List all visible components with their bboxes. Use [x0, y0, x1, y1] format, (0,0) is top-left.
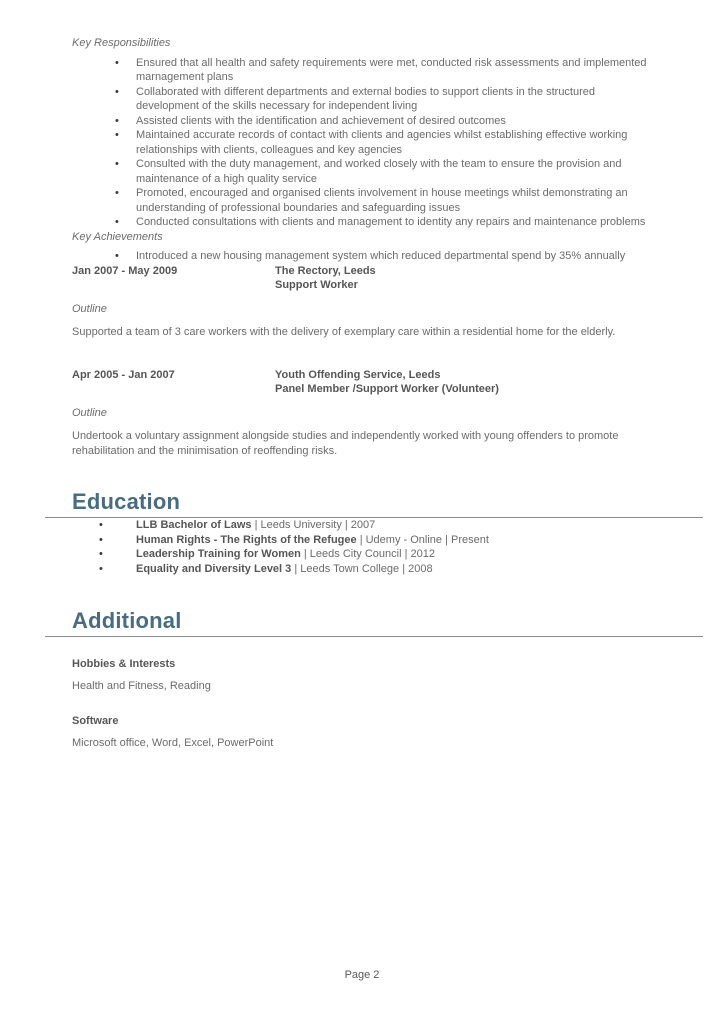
key-achievements-list — [72, 249, 652, 264]
section-heading-rule — [45, 490, 703, 518]
key-achievements-label: Key Achievements — [72, 230, 163, 243]
bullet-icon — [99, 518, 103, 533]
list-item — [72, 547, 652, 562]
job-outline-text: Supported a team of 3 care workers with the delivery of exemplary care within a residential home for the elderly. — [72, 326, 616, 338]
job-entry-youth-offending — [72, 368, 652, 459]
job-role: Support Worker — [275, 279, 358, 291]
job-outline-text: Undertook a voluntary assignment alongside studies and independently worked with young offenders to promote rehabilitation and the minimisation of reoffending risks. — [72, 430, 619, 457]
job-header — [72, 368, 652, 397]
additional-heading: Additional — [72, 607, 182, 633]
job-company: Youth Offending Service, Leeds — [275, 368, 441, 381]
job-org-role — [275, 368, 499, 397]
outline-label: Outline — [72, 302, 107, 315]
job-org-role — [275, 264, 376, 293]
bullet-icon — [115, 249, 119, 264]
responsibility-text: Consulted with the duty management, and worked closely with the team to ensure the provision and maintenance of a high quality service — [136, 158, 622, 185]
key-responsibilities-list — [72, 56, 652, 230]
list-item — [72, 128, 652, 157]
bullet-icon — [99, 562, 103, 577]
responsibility-text: Promoted, encouraged and organised clients involvement in house meetings whilst demonstrating an understanding of professional boundaries and safeguarding issues — [136, 187, 628, 214]
list-item — [72, 215, 652, 230]
education-meta: | Leeds Town College | 2008 — [294, 563, 433, 576]
software-text: Microsoft office, Word, Excel, PowerPoint — [72, 737, 274, 750]
education-title: Human Rights - The Rights of the Refugee — [136, 533, 357, 546]
job-dates: Apr 2005 - Jan 2007 — [72, 368, 175, 381]
page-number: Page 2 — [344, 969, 380, 981]
responsibility-text: Maintained accurate records of contact with clients and agencies whilst establishing effective working relationships with clients, colleagues and key agencies — [136, 129, 628, 156]
additional-section — [72, 609, 652, 751]
education-meta: | Leeds University | 2007 — [254, 519, 376, 531]
responsibility-text: Assisted clients with the identification and achievement of desired outcomes — [136, 114, 506, 127]
bullet-icon — [99, 547, 103, 562]
key-responsibilities-label: Key Responsibilities — [72, 37, 171, 49]
education-meta: | Leeds City Council | 2012 — [303, 548, 435, 561]
list-item — [72, 249, 652, 264]
job-role: Panel Member /Support Worker (Volunteer) — [275, 383, 499, 395]
bullet-icon — [115, 128, 119, 143]
education-heading: Education — [72, 489, 181, 514]
responsibility-text: Collaborated with different departments and external bodies to support clients in the structured development of the skills necessary for independent living — [136, 85, 596, 112]
list-item — [72, 533, 652, 548]
list-item — [72, 157, 652, 186]
job-company: The Rectory, Leeds — [275, 264, 376, 277]
responsibility-text: Conducted consultations with clients and management to identity any repairs and maintenance problems — [136, 216, 646, 228]
education-title: Equality and Diversity Level 3 — [136, 563, 292, 576]
hobbies-text: Health and Fitness, Reading — [72, 680, 211, 693]
list-item — [72, 56, 652, 85]
education-meta: | Udemy - Online | Present — [359, 533, 489, 546]
list-item — [72, 114, 652, 129]
list-item — [72, 518, 652, 533]
software-label: Software — [72, 714, 119, 727]
education-title: Leadership Training for Women — [136, 548, 301, 561]
bullet-icon — [115, 157, 119, 172]
education-section — [72, 490, 652, 577]
job-dates: Jan 2007 - May 2009 — [72, 264, 178, 277]
education-list — [72, 518, 652, 577]
responsibility-text: Ensured that all health and safety requirements were met, conducted risk assessments and implemented marnagement plans — [136, 56, 647, 83]
list-item — [72, 186, 652, 215]
job-header — [72, 264, 652, 293]
list-item — [72, 562, 652, 577]
list-item — [72, 85, 652, 114]
bullet-icon — [115, 186, 119, 201]
bullet-icon — [115, 85, 119, 100]
education-title: LLB Bachelor of Laws — [136, 519, 252, 531]
job-entry-rectory — [72, 264, 652, 340]
hobbies-label: Hobbies & Interests — [72, 657, 176, 670]
bullet-icon — [115, 56, 119, 71]
bullet-icon — [115, 114, 119, 129]
achievement-text: Introduced a new housing management system which reduced departmental spend by 35% annually — [136, 250, 626, 262]
bullet-icon — [115, 215, 119, 230]
bullet-icon — [99, 533, 103, 548]
section-heading-rule — [45, 609, 703, 637]
outline-label: Outline — [72, 406, 107, 419]
